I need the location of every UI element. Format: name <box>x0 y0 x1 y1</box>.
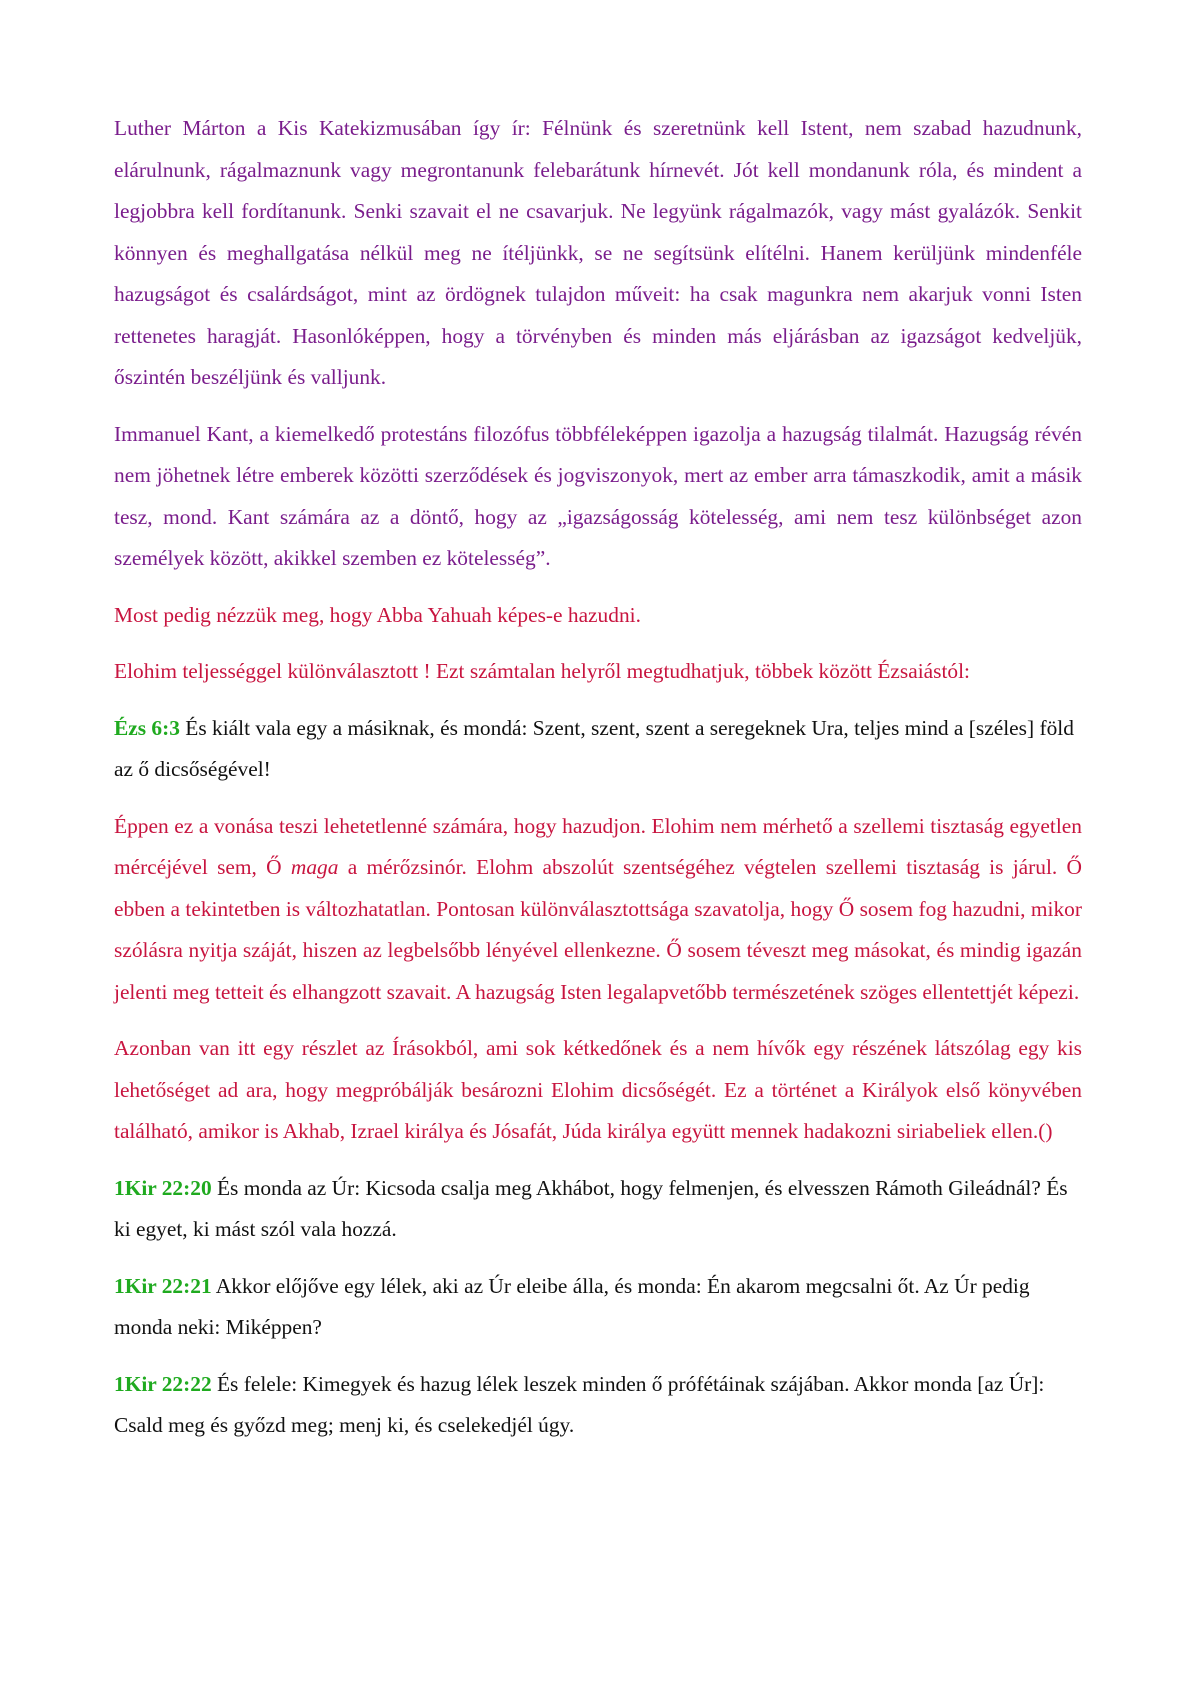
verse-1kings-22-22 <box>114 1364 1082 1447</box>
verse-text: És monda az Úr: Kicsoda csalja meg Akhábot, hogy felmenjen, és elvesszen Rámoth Gileádnál? És ki egyet, ki mást szól vala hozzá. <box>114 1175 1068 1241</box>
verse-reference: 1Kir 22:20 <box>114 1175 212 1200</box>
verse-isaiah-6-3 <box>114 708 1082 791</box>
verse-reference: 1Kir 22:22 <box>114 1371 212 1396</box>
verse-reference: Ézs 6:3 <box>114 715 180 740</box>
however-paragraph: Azonban van itt egy részlet az Írásokból, ami sok kétkedőnek és a nem hívők egy részének látszólag egy kis lehetőséget ad ara, hogy megpróbálják besározni Elohim dicsőségét. Ez a történet a Királyok első könyvében található, amikor is Akhab, Izrael királya és Jósafát, Júda királya együtt mennek hadakozni siriabeliek ellen.() <box>114 1036 1082 1143</box>
luther-paragraph: Luther Márton a Kis Katekizmusában így ír: Félnünk és szeretnünk kell Istent, nem szabad hazudnunk, elárulnunk, rágalmaznunk vagy megrontanunk felebarátunk hírnevét. Jót kell mondanunk róla, és mindent a legjobbra kell fordítanunk. Senki szavait el ne csavarjuk. Ne legyünk rágalmazók, vagy mást gyalázók. Senkit könnyen és meghallgatása nélkül meg ne ítéljünkk, se ne segítsünk elítélni. Hanem kerüljünk mindenféle hazugságot és csalárdságot, mint az ördögnek tulajdon műveit: ha csak magunkra nem akarjuk vonni Isten rettenetes haragját. Hasonlóképpen, hogy a törvényben és minden más eljárásban az igazságot kedveljük, őszintén beszéljünk és valljunk. <box>114 116 1082 389</box>
holiness-paragraph <box>114 806 1082 1014</box>
elohim-separated-paragraph: Elohim teljességgel különválasztott ! Ezt számtalan helyről megtudhatjuk, többek között Ézsaiástól: <box>114 659 971 683</box>
verse-reference: 1Kir 22:21 <box>114 1273 212 1298</box>
holiness-italic-word: maga <box>290 855 339 879</box>
kant-paragraph: Immanuel Kant, a kiemelkedő protestáns filozófus többféleképpen igazolja a hazugság tilalmát. Hazugság révén nem jöhetnek létre emberek közötti szerződések és jogviszonyok, mert az ember arra támaszkodik, amit a másik tesz, mond. Kant számára az a döntő, hogy az „igazságosság kötelesség, ami nem tesz különbséget azon személyek között, akikkel szemben ez kötelesség”. <box>114 421 1082 570</box>
verse-text: Akkor előjőve egy lélek, aki az Úr eleibe álla, és monda: Én akarom megcsalni őt. Az Úr pedig monda neki: Miképpen? <box>114 1273 1030 1339</box>
verse-1kings-22-21 <box>114 1266 1082 1349</box>
verse-text: És kiált vala egy a másiknak, és mondá: Szent, szent, szent a seregeknek Ura, teljes mind a [széles] föld az ő dicsőségével! <box>114 715 1074 781</box>
page-body <box>114 108 1082 1462</box>
verse-text: És felele: Kimegyek és hazug lélek leszek minden ő prófétáinak szájában. Akkor monda [az Úr]: Csald meg és győzd meg; menj ki, és cselekedjél úgy. <box>114 1371 1045 1437</box>
verse-1kings-22-20 <box>114 1168 1082 1251</box>
holiness-text-part1: Éppen ez a vonása teszi lehetetlenné számára, hogy hazudjon. Elohim nem mérhető a szellemi tisztaság egyetlen mércéjével sem, Ő <box>114 813 1082 879</box>
abba-question-paragraph: Most pedig nézzük meg, hogy Abba Yahuah képes-e hazudni. <box>114 602 641 627</box>
holiness-text-part2: a mérőzsinór. Elohm abszolút szentségéhez végtelen szellemi tisztaság is járul. Ő ebben a tekintetben is változhatatlan. Pontosan különválasztottsága szavatolja, hogy Ő sosem fog hazudni, mikor szólásra nyitja száját, hiszen az legbelsőbb lényével ellenkezne. Ő sosem téveszt meg másokat, és mindig igazán jelenti meg tetteit és elhangzott szavait. A hazugság Isten legalapvetőbb természetének szöges ellentettjét képezi. <box>114 855 1083 1004</box>
